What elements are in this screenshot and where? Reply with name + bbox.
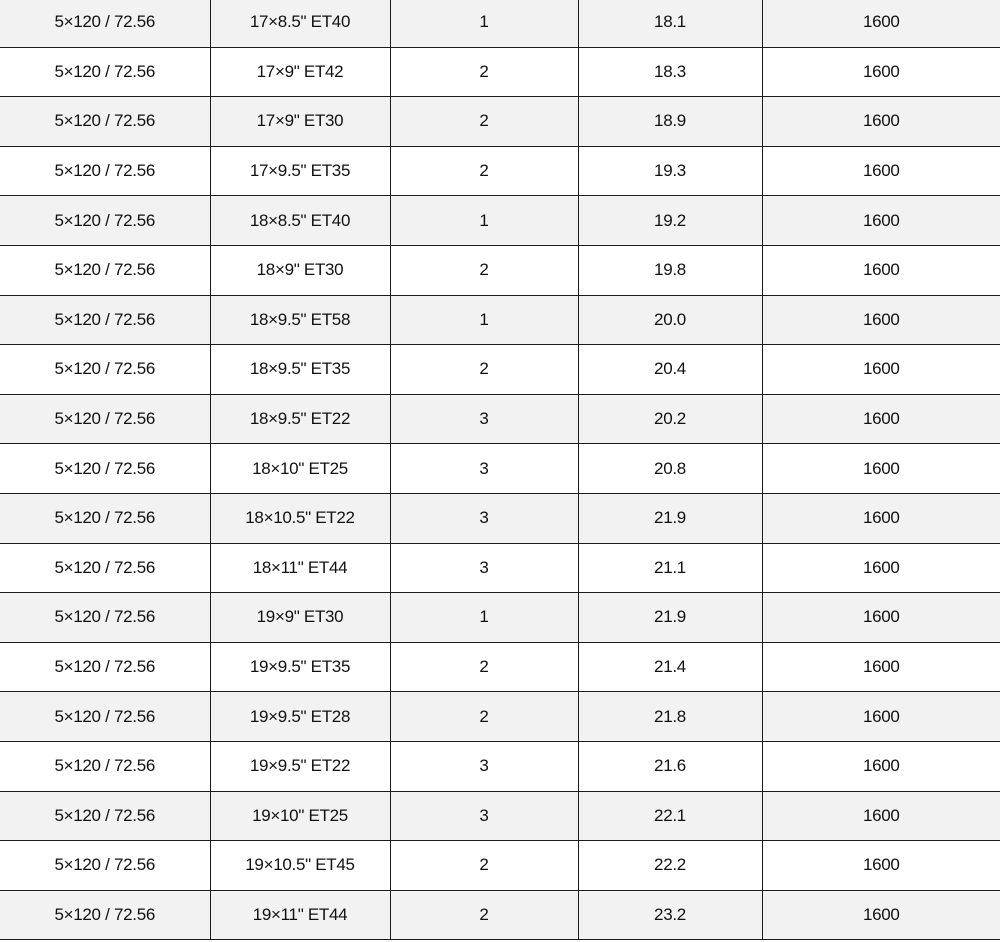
load-rating-cell: 1600: [762, 890, 1000, 940]
table-row: [0, 890, 1000, 940]
bolt-pattern-cell: 5×120 / 72.56: [0, 295, 210, 345]
wheel-size-cell: 17×9" ET30: [210, 97, 390, 147]
quantity-cell: 1: [390, 196, 578, 246]
load-rating-cell: 1600: [762, 0, 1000, 47]
wheel-size-cell: 19×9.5" ET35: [210, 642, 390, 692]
table-row: [0, 493, 1000, 543]
quantity-cell: 2: [390, 692, 578, 742]
load-rating-cell: 1600: [762, 97, 1000, 147]
bolt-pattern-cell: 5×120 / 72.56: [0, 890, 210, 940]
quantity-cell: 2: [390, 47, 578, 97]
load-rating-cell: 1600: [762, 791, 1000, 841]
weight-cell: 21.1: [578, 543, 762, 593]
wheel-size-cell: 18×9" ET30: [210, 245, 390, 295]
weight-cell: 20.0: [578, 295, 762, 345]
load-rating-cell: 1600: [762, 295, 1000, 345]
load-rating-cell: 1600: [762, 692, 1000, 742]
load-rating-cell: 1600: [762, 493, 1000, 543]
weight-cell: 19.3: [578, 146, 762, 196]
quantity-cell: 3: [390, 394, 578, 444]
table-row: [0, 97, 1000, 147]
load-rating-cell: 1600: [762, 593, 1000, 643]
wheel-size-cell: 19×9" ET30: [210, 593, 390, 643]
table-row: [0, 295, 1000, 345]
quantity-cell: 1: [390, 593, 578, 643]
load-rating-cell: 1600: [762, 841, 1000, 891]
weight-cell: 21.6: [578, 741, 762, 791]
bolt-pattern-cell: 5×120 / 72.56: [0, 741, 210, 791]
table-row: [0, 345, 1000, 395]
quantity-cell: 1: [390, 295, 578, 345]
quantity-cell: 2: [390, 642, 578, 692]
wheel-size-cell: 18×9.5" ET58: [210, 295, 390, 345]
table-row: [0, 47, 1000, 97]
weight-cell: 21.4: [578, 642, 762, 692]
wheel-size-cell: 19×10" ET25: [210, 791, 390, 841]
weight-cell: 18.9: [578, 97, 762, 147]
weight-cell: 23.2: [578, 890, 762, 940]
load-rating-cell: 1600: [762, 245, 1000, 295]
bolt-pattern-cell: 5×120 / 72.56: [0, 97, 210, 147]
table-row: [0, 642, 1000, 692]
table-row: [0, 692, 1000, 742]
bolt-pattern-cell: 5×120 / 72.56: [0, 642, 210, 692]
weight-cell: 22.2: [578, 841, 762, 891]
wheel-size-cell: 18×9.5" ET22: [210, 394, 390, 444]
bolt-pattern-cell: 5×120 / 72.56: [0, 444, 210, 494]
weight-cell: 21.9: [578, 493, 762, 543]
weight-cell: 20.8: [578, 444, 762, 494]
table-row: [0, 0, 1000, 47]
bolt-pattern-cell: 5×120 / 72.56: [0, 47, 210, 97]
bolt-pattern-cell: 5×120 / 72.56: [0, 791, 210, 841]
wheel-size-cell: 17×9.5" ET35: [210, 146, 390, 196]
wheel-size-cell: 18×8.5" ET40: [210, 196, 390, 246]
quantity-cell: 3: [390, 741, 578, 791]
table-row: [0, 394, 1000, 444]
table-row: [0, 791, 1000, 841]
quantity-cell: 1: [390, 0, 578, 47]
weight-cell: 20.2: [578, 394, 762, 444]
wheel-size-cell: 17×8.5" ET40: [210, 0, 390, 47]
weight-cell: 21.8: [578, 692, 762, 742]
bolt-pattern-cell: 5×120 / 72.56: [0, 493, 210, 543]
quantity-cell: 3: [390, 791, 578, 841]
wheel-size-cell: 19×10.5" ET45: [210, 841, 390, 891]
wheel-size-cell: 19×9.5" ET22: [210, 741, 390, 791]
weight-cell: 18.1: [578, 0, 762, 47]
load-rating-cell: 1600: [762, 741, 1000, 791]
quantity-cell: 2: [390, 890, 578, 940]
quantity-cell: 2: [390, 245, 578, 295]
wheel-size-cell: 17×9" ET42: [210, 47, 390, 97]
weight-cell: 21.9: [578, 593, 762, 643]
table-row: [0, 593, 1000, 643]
wheel-size-cell: 18×10.5" ET22: [210, 493, 390, 543]
bolt-pattern-cell: 5×120 / 72.56: [0, 394, 210, 444]
quantity-cell: 2: [390, 146, 578, 196]
quantity-cell: 2: [390, 841, 578, 891]
wheel-size-cell: 18×9.5" ET35: [210, 345, 390, 395]
bolt-pattern-cell: 5×120 / 72.56: [0, 345, 210, 395]
weight-cell: 18.3: [578, 47, 762, 97]
bolt-pattern-cell: 5×120 / 72.56: [0, 543, 210, 593]
weight-cell: 20.4: [578, 345, 762, 395]
table-row: [0, 741, 1000, 791]
bolt-pattern-cell: 5×120 / 72.56: [0, 841, 210, 891]
wheel-size-cell: 19×9.5" ET28: [210, 692, 390, 742]
load-rating-cell: 1600: [762, 47, 1000, 97]
bolt-pattern-cell: 5×120 / 72.56: [0, 245, 210, 295]
quantity-cell: 2: [390, 345, 578, 395]
load-rating-cell: 1600: [762, 543, 1000, 593]
table-row: [0, 245, 1000, 295]
wheel-size-cell: 18×10" ET25: [210, 444, 390, 494]
bolt-pattern-cell: 5×120 / 72.56: [0, 0, 210, 47]
table-row: [0, 841, 1000, 891]
bolt-pattern-cell: 5×120 / 72.56: [0, 692, 210, 742]
bolt-pattern-cell: 5×120 / 72.56: [0, 593, 210, 643]
load-rating-cell: 1600: [762, 642, 1000, 692]
table-row: [0, 543, 1000, 593]
bolt-pattern-cell: 5×120 / 72.56: [0, 196, 210, 246]
weight-cell: 19.8: [578, 245, 762, 295]
load-rating-cell: 1600: [762, 196, 1000, 246]
quantity-cell: 3: [390, 444, 578, 494]
load-rating-cell: 1600: [762, 394, 1000, 444]
weight-cell: 22.1: [578, 791, 762, 841]
table-row: [0, 196, 1000, 246]
quantity-cell: 3: [390, 493, 578, 543]
table-row: [0, 444, 1000, 494]
load-rating-cell: 1600: [762, 146, 1000, 196]
weight-cell: 19.2: [578, 196, 762, 246]
quantity-cell: 3: [390, 543, 578, 593]
load-rating-cell: 1600: [762, 345, 1000, 395]
table-row: [0, 146, 1000, 196]
load-rating-cell: 1600: [762, 444, 1000, 494]
quantity-cell: 2: [390, 97, 578, 147]
bolt-pattern-cell: 5×120 / 72.56: [0, 146, 210, 196]
wheel-size-cell: 19×11" ET44: [210, 890, 390, 940]
wheel-size-cell: 18×11" ET44: [210, 543, 390, 593]
